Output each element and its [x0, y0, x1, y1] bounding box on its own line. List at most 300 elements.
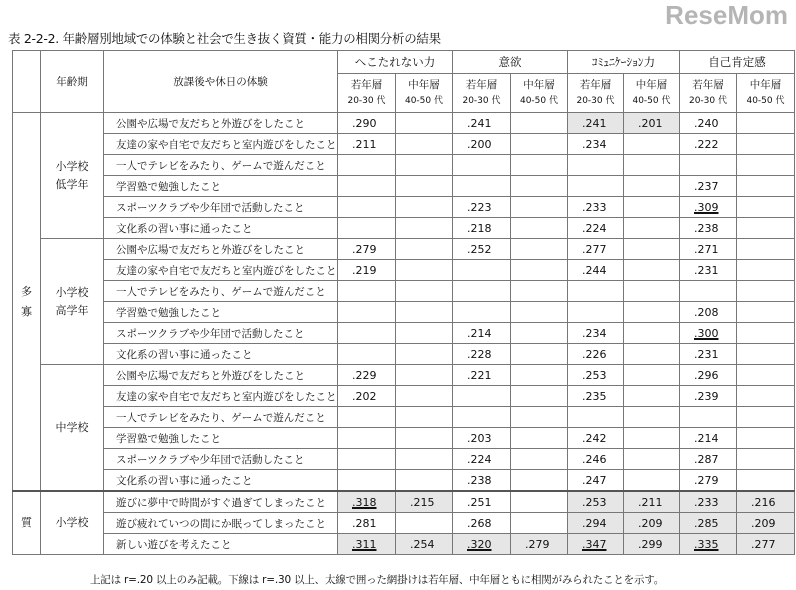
- correlation-value: [396, 344, 453, 365]
- correlation-value: [624, 218, 680, 239]
- correlation-value: [737, 239, 795, 260]
- correlation-value: [680, 428, 737, 449]
- correlation-value: [680, 113, 737, 134]
- subheader-middle: [624, 74, 680, 113]
- header-communication: ｺﾐｭﾆｹｰｼｮﾝ力: [568, 51, 680, 74]
- group-header: [13, 51, 41, 113]
- experience-label: 一人でテレビをみたり、ゲームで遊んだこと: [104, 155, 338, 176]
- correlation-value: [737, 344, 795, 365]
- correlation-value: [680, 365, 737, 386]
- correlation-value: [737, 260, 795, 281]
- value-text: .208: [694, 305, 719, 319]
- correlation-value: [338, 365, 396, 386]
- value-text: .277: [582, 242, 607, 256]
- correlation-value: [396, 155, 453, 176]
- correlation-value: [338, 470, 396, 492]
- subheader-middle: [737, 74, 795, 113]
- correlation-value: [737, 218, 795, 239]
- subheader-young: [453, 74, 511, 113]
- correlation-value: [737, 407, 795, 428]
- correlation-table: [12, 50, 795, 555]
- correlation-value: [511, 176, 568, 197]
- correlation-value: [396, 302, 453, 323]
- correlation-value: [511, 218, 568, 239]
- correlation-value: [680, 218, 737, 239]
- value-text: .253: [582, 368, 607, 382]
- cohort-label: 若年層: [579, 78, 612, 91]
- age-header: 年齢期: [41, 51, 104, 113]
- correlation-value: [737, 323, 795, 344]
- correlation-value: [511, 323, 568, 344]
- correlation-value: [680, 513, 737, 534]
- value-text: .244: [582, 263, 607, 277]
- value-text: .241: [582, 116, 607, 130]
- correlation-value: [511, 239, 568, 260]
- correlation-value: [680, 534, 737, 555]
- value-text: .222: [694, 137, 719, 151]
- correlation-value: [568, 513, 624, 534]
- table-row: [13, 155, 795, 176]
- correlation-value: [453, 491, 511, 513]
- correlation-value: [568, 302, 624, 323]
- correlation-value: [680, 239, 737, 260]
- correlation-value: [737, 470, 795, 492]
- value-text: .235: [582, 389, 607, 403]
- cohort-age: 40-50 代: [746, 95, 785, 106]
- correlation-value: [568, 323, 624, 344]
- correlation-value: [396, 176, 453, 197]
- header-motivation: 意欲: [453, 51, 568, 74]
- table-row: [13, 176, 795, 197]
- correlation-value: [568, 365, 624, 386]
- experience-label: 文化系の習い事に通ったこと: [104, 470, 338, 492]
- cohort-age: 40-50 代: [632, 95, 671, 106]
- correlation-value: [453, 239, 511, 260]
- correlation-value: [624, 281, 680, 302]
- table-row: [13, 218, 795, 239]
- value-text: .215: [410, 495, 435, 509]
- subheader-middle: [511, 74, 568, 113]
- correlation-value: [453, 513, 511, 534]
- table-row: [13, 534, 795, 555]
- correlation-value: [453, 197, 511, 218]
- correlation-value: [680, 407, 737, 428]
- correlation-value: [680, 197, 737, 218]
- value-text: .247: [582, 473, 607, 487]
- correlation-value: [624, 113, 680, 134]
- correlation-value: [511, 113, 568, 134]
- correlation-value: [511, 281, 568, 302]
- value-text: .209: [751, 516, 776, 530]
- correlation-value: [568, 470, 624, 492]
- table-row: [13, 407, 795, 428]
- correlation-value: [511, 344, 568, 365]
- value-text: .285: [694, 516, 719, 530]
- correlation-value: [568, 281, 624, 302]
- correlation-value: [568, 197, 624, 218]
- value-text: .223: [467, 200, 492, 214]
- experience-label: スポーツクラブや少年団で活動したこと: [104, 323, 338, 344]
- correlation-value: [338, 218, 396, 239]
- experience-label: 新しい遊びを考えたこと: [104, 534, 338, 555]
- correlation-value: [338, 176, 396, 197]
- table-row: [13, 281, 795, 302]
- table-row: [13, 365, 795, 386]
- experience-label: 文化系の習い事に通ったこと: [104, 344, 338, 365]
- correlation-value: [338, 386, 396, 407]
- correlation-value: [511, 428, 568, 449]
- value-text: .200: [467, 137, 492, 151]
- table-row: [13, 302, 795, 323]
- correlation-value: [511, 365, 568, 386]
- value-text: .203: [467, 431, 492, 445]
- table-row: [13, 197, 795, 218]
- table-row: [13, 428, 795, 449]
- experience-label: スポーツクラブや少年団で活動したこと: [104, 449, 338, 470]
- correlation-value: [737, 491, 795, 513]
- value-text: .237: [694, 179, 719, 193]
- value-text: .299: [638, 537, 663, 551]
- correlation-value: [624, 513, 680, 534]
- value-text: .214: [694, 431, 719, 445]
- value-text: .214: [467, 326, 492, 340]
- correlation-value: [568, 344, 624, 365]
- correlation-value: [453, 281, 511, 302]
- correlation-value: [396, 491, 453, 513]
- value-text: .231: [694, 347, 719, 361]
- correlation-value: [680, 281, 737, 302]
- table-row: [13, 323, 795, 344]
- value-text: .209: [638, 516, 663, 530]
- cohort-label: 若年層: [350, 78, 383, 91]
- table-row: [13, 470, 795, 492]
- subheader-middle: [396, 74, 453, 113]
- correlation-value: [737, 449, 795, 470]
- correlation-value: [737, 513, 795, 534]
- correlation-value: [737, 155, 795, 176]
- value-text: .287: [694, 452, 719, 466]
- correlation-value: [680, 491, 737, 513]
- cohort-age: 20-30 代: [462, 95, 501, 106]
- table-row: [13, 449, 795, 470]
- correlation-value: [511, 513, 568, 534]
- value-text: .335: [694, 537, 719, 551]
- correlation-value: [568, 218, 624, 239]
- value-text: .233: [582, 200, 607, 214]
- correlation-value: [511, 302, 568, 323]
- correlation-value: [453, 323, 511, 344]
- correlation-value: [453, 134, 511, 155]
- value-text: .231: [694, 263, 719, 277]
- correlation-value: [624, 470, 680, 492]
- correlation-value: [396, 323, 453, 344]
- correlation-value: [624, 197, 680, 218]
- experience-label: 友達の家や自宅で友だちと室内遊びをしたこと: [104, 134, 338, 155]
- correlation-value: [453, 344, 511, 365]
- correlation-value: [338, 407, 396, 428]
- age-label: 中学校: [41, 365, 104, 492]
- cohort-label: 中年層: [635, 78, 668, 91]
- experience-label: 遊びに夢中で時間がすぐ過ぎてしまったこと: [104, 491, 338, 513]
- correlation-value: [624, 407, 680, 428]
- correlation-value: [396, 513, 453, 534]
- footnote: 上記は r=.20 以上のみ記載。下線は r=.30 以上、太線で囲った網掛けは若年層、中年層ともに相関がみられたことを示す。: [90, 574, 665, 586]
- correlation-value: [396, 407, 453, 428]
- correlation-value: [338, 428, 396, 449]
- header-resilience: へこたれない力: [338, 51, 453, 74]
- correlation-value: [737, 302, 795, 323]
- correlation-value: [737, 197, 795, 218]
- value-text: .320: [467, 537, 492, 551]
- correlation-value: [453, 113, 511, 134]
- correlation-value: [737, 134, 795, 155]
- age-label: 小学校低学年: [41, 113, 104, 239]
- correlation-value: [511, 449, 568, 470]
- table-row: [13, 113, 795, 134]
- correlation-value: [568, 134, 624, 155]
- correlation-value: [338, 260, 396, 281]
- correlation-value: [338, 239, 396, 260]
- correlation-value: [568, 155, 624, 176]
- correlation-value: [453, 407, 511, 428]
- value-text: .311: [352, 537, 377, 551]
- cohort-label: 中年層: [408, 78, 440, 91]
- correlation-value: [453, 302, 511, 323]
- value-text: .224: [467, 452, 492, 466]
- value-text: .224: [582, 221, 607, 235]
- correlation-value: [568, 407, 624, 428]
- value-text: .218: [467, 221, 492, 235]
- value-text: .253: [582, 495, 607, 509]
- cohort-age: 20-30 代: [688, 95, 727, 106]
- value-text: .226: [582, 347, 607, 361]
- correlation-value: [396, 386, 453, 407]
- subheader-young: [680, 74, 737, 113]
- correlation-value: [680, 134, 737, 155]
- value-text: .296: [694, 368, 719, 382]
- experience-label: 友達の家や自宅で友だちと室内遊びをしたこと: [104, 260, 338, 281]
- value-text: .234: [582, 137, 607, 151]
- value-text: .219: [352, 263, 377, 277]
- subheader-young: [338, 74, 396, 113]
- value-text: .290: [352, 116, 377, 130]
- correlation-value: [453, 218, 511, 239]
- value-text: .279: [694, 473, 719, 487]
- correlation-value: [568, 428, 624, 449]
- correlation-value: [568, 449, 624, 470]
- experience-label: 公園や広場で友だちと外遊びをしたこと: [104, 113, 338, 134]
- correlation-value: [511, 197, 568, 218]
- correlation-value: [453, 155, 511, 176]
- correlation-value: [396, 281, 453, 302]
- correlation-value: [680, 260, 737, 281]
- correlation-value: [511, 155, 568, 176]
- correlation-value: [396, 534, 453, 555]
- value-text: .347: [582, 537, 607, 551]
- cohort-age: 40-50 代: [404, 95, 443, 106]
- table-row: [13, 491, 795, 513]
- value-text: .238: [694, 221, 719, 235]
- value-text: .279: [352, 242, 377, 256]
- correlation-value: [737, 176, 795, 197]
- experience-label: 一人でテレビをみたり、ゲームで遊んだこと: [104, 281, 338, 302]
- value-text: .271: [694, 242, 719, 256]
- correlation-value: [624, 155, 680, 176]
- experience-label: 学習塾で勉強したこと: [104, 176, 338, 197]
- value-text: .294: [582, 516, 607, 530]
- correlation-value: [568, 386, 624, 407]
- correlation-value: [453, 386, 511, 407]
- table-row: [13, 386, 795, 407]
- header-self-esteem: 自己肯定感: [680, 51, 795, 74]
- correlation-value: [338, 281, 396, 302]
- age-label: 小学校: [41, 491, 104, 555]
- table-row: [13, 260, 795, 281]
- correlation-value: [338, 449, 396, 470]
- value-text: .233: [694, 495, 719, 509]
- correlation-value: [396, 218, 453, 239]
- correlation-value: [624, 344, 680, 365]
- group-label: 多 寡: [13, 113, 41, 492]
- value-text: .201: [638, 116, 663, 130]
- table-row: [13, 134, 795, 155]
- correlation-value: [624, 449, 680, 470]
- value-text: .240: [694, 116, 719, 130]
- experience-label: 公園や広場で友だちと外遊びをしたこと: [104, 365, 338, 386]
- correlation-value: [338, 197, 396, 218]
- experience-label: 学習塾で勉強したこと: [104, 302, 338, 323]
- correlation-value: [338, 491, 396, 513]
- experience-label: 遊び疲れていつの間にか眠ってしまったこと: [104, 513, 338, 534]
- correlation-value: [453, 428, 511, 449]
- correlation-value: [396, 428, 453, 449]
- correlation-value: [568, 239, 624, 260]
- group-label: 質: [13, 491, 41, 555]
- correlation-value: [737, 281, 795, 302]
- correlation-value: [680, 344, 737, 365]
- correlation-value: [453, 176, 511, 197]
- correlation-value: [338, 134, 396, 155]
- correlation-value: [624, 365, 680, 386]
- value-text: .241: [467, 116, 492, 130]
- correlation-value: [737, 534, 795, 555]
- value-text: .238: [467, 473, 492, 487]
- correlation-value: [338, 344, 396, 365]
- value-text: .242: [582, 431, 607, 445]
- correlation-value: [396, 470, 453, 492]
- value-text: .229: [352, 368, 377, 382]
- correlation-value: [396, 197, 453, 218]
- value-text: .252: [467, 242, 492, 256]
- table-row: [13, 513, 795, 534]
- subheader-young: [568, 74, 624, 113]
- correlation-value: [511, 260, 568, 281]
- correlation-value: [453, 449, 511, 470]
- correlation-value: [338, 302, 396, 323]
- value-text: .246: [582, 452, 607, 466]
- experience-label: 文化系の習い事に通ったこと: [104, 218, 338, 239]
- correlation-value: [624, 428, 680, 449]
- correlation-value: [680, 323, 737, 344]
- table-row: [13, 239, 795, 260]
- correlation-value: [680, 386, 737, 407]
- correlation-value: [680, 176, 737, 197]
- correlation-value: [624, 534, 680, 555]
- correlation-value: [737, 365, 795, 386]
- value-text: .216: [751, 495, 776, 509]
- correlation-value: [624, 491, 680, 513]
- correlation-value: [453, 470, 511, 492]
- cohort-age: 20-30 代: [347, 95, 386, 106]
- value-text: .228: [467, 347, 492, 361]
- correlation-value: [338, 534, 396, 555]
- correlation-value: [680, 155, 737, 176]
- value-text: .281: [352, 516, 377, 530]
- value-text: .254: [410, 537, 435, 551]
- correlation-value: [338, 323, 396, 344]
- cohort-age: 20-30 代: [576, 95, 615, 106]
- correlation-value: [511, 534, 568, 555]
- correlation-value: [338, 513, 396, 534]
- value-text: .251: [467, 495, 492, 509]
- cohort-label: 中年層: [523, 78, 555, 91]
- correlation-value: [624, 302, 680, 323]
- correlation-value: [624, 323, 680, 344]
- value-text: .202: [352, 389, 377, 403]
- correlation-value: [737, 113, 795, 134]
- correlation-value: [624, 134, 680, 155]
- correlation-value: [568, 176, 624, 197]
- correlation-value: [396, 113, 453, 134]
- correlation-value: [511, 470, 568, 492]
- cohort-label: 若年層: [692, 78, 724, 91]
- correlation-value: [511, 386, 568, 407]
- correlation-value: [396, 449, 453, 470]
- correlation-value: [338, 113, 396, 134]
- cohort-label: 中年層: [749, 78, 782, 91]
- correlation-value: [737, 428, 795, 449]
- correlation-value: [680, 449, 737, 470]
- value-text: .277: [751, 537, 776, 551]
- value-text: .268: [467, 516, 492, 530]
- experience-label: 学習塾で勉強したこと: [104, 428, 338, 449]
- watermark-logo: ReseMom: [665, 0, 788, 30]
- age-label: 小学校高学年: [41, 239, 104, 365]
- value-text: .300: [694, 326, 719, 340]
- correlation-value: [338, 155, 396, 176]
- correlation-value: [396, 260, 453, 281]
- cohort-label: 若年層: [465, 78, 498, 91]
- table-row: [13, 344, 795, 365]
- correlation-value: [624, 386, 680, 407]
- correlation-value: [511, 491, 568, 513]
- correlation-value: [737, 386, 795, 407]
- correlation-value: [453, 260, 511, 281]
- correlation-value: [568, 491, 624, 513]
- value-text: .279: [525, 537, 550, 551]
- correlation-value: [453, 534, 511, 555]
- correlation-value: [396, 365, 453, 386]
- value-text: .221: [467, 368, 492, 382]
- table-title: 表 2-2-2. 年齢層別地域での体験と社会で生き抜く資質・能力の相関分析の結果: [8, 31, 441, 46]
- correlation-value: [568, 260, 624, 281]
- correlation-value: [624, 176, 680, 197]
- correlation-value: [624, 239, 680, 260]
- experience-label: 公園や広場で友だちと外遊びをしたこと: [104, 239, 338, 260]
- correlation-value: [624, 260, 680, 281]
- cohort-age: 40-50 代: [519, 95, 558, 106]
- correlation-value: [568, 534, 624, 555]
